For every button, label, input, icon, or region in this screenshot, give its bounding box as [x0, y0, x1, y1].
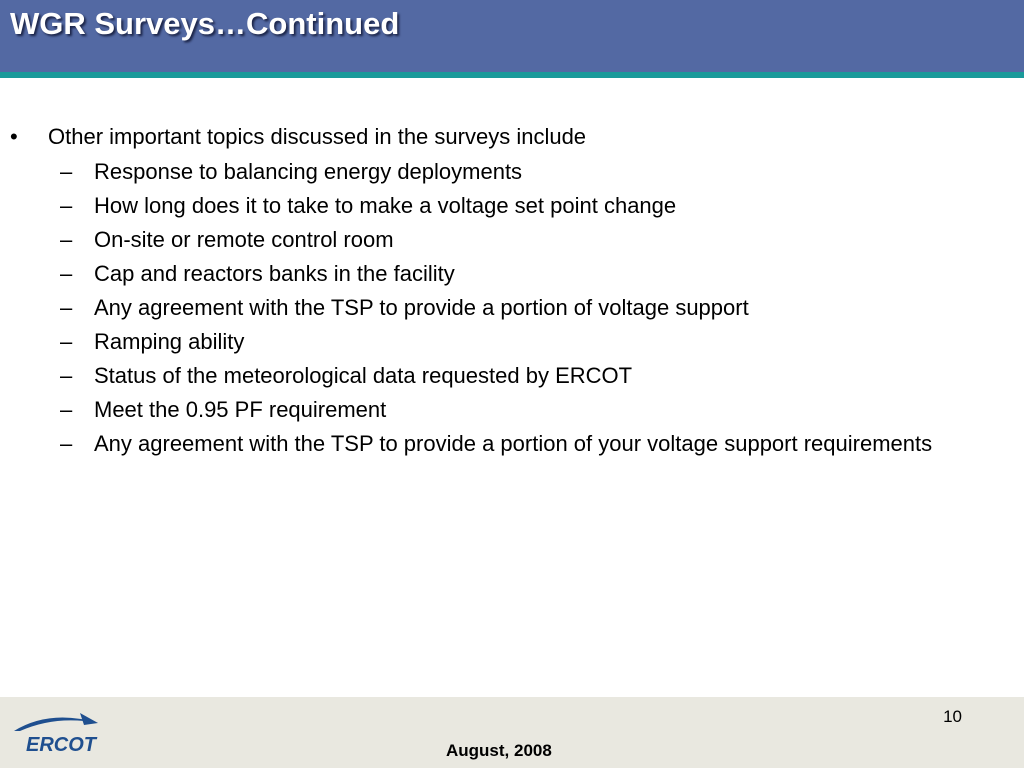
sub-bullet-item	[0, 226, 934, 254]
main-bullet	[0, 124, 1000, 152]
sub-bullet-text: On-site or remote control room	[94, 227, 394, 252]
main-bullet-text: Other important topics discussed in the surveys include	[48, 124, 587, 149]
sub-bullet-list	[0, 158, 1024, 464]
page-number: 10	[943, 707, 962, 726]
sub-bullet-text: Cap and reactors banks in the facility	[94, 261, 455, 286]
title-underline	[0, 72, 1024, 78]
dash-icon: –	[60, 193, 73, 218]
bullet-dot-icon: •	[10, 124, 18, 149]
sub-bullet-text: Response to balancing energy deployments	[94, 159, 523, 184]
footer-date: August, 2008	[446, 741, 552, 760]
sub-bullet-item	[0, 430, 934, 458]
sub-bullet-text: Status of the meteorological data requested by ERCOT	[94, 363, 633, 388]
sub-bullet-text: Ramping ability	[94, 329, 245, 354]
sub-bullet-item	[0, 260, 934, 288]
slide-footer	[0, 697, 1024, 768]
sub-bullet-item	[0, 158, 934, 186]
dash-icon: –	[60, 329, 73, 354]
dash-icon: –	[60, 227, 73, 252]
sub-bullet-text: Meet the 0.95 PF requirement	[94, 397, 387, 422]
sub-bullet-item	[0, 396, 934, 424]
dash-icon: –	[60, 261, 73, 286]
dash-icon: –	[60, 295, 73, 320]
dash-icon: –	[60, 431, 73, 456]
logo-wordmark: ERCOT	[26, 734, 96, 756]
sub-bullet-item	[0, 294, 934, 322]
title-bar	[0, 0, 1024, 72]
ercot-logo-icon	[10, 707, 102, 757]
dash-icon: –	[60, 159, 73, 184]
dash-icon: –	[60, 397, 73, 422]
sub-bullet-text: How long does it to take to make a voltage set point change	[94, 193, 677, 218]
sub-bullet-item	[0, 328, 934, 356]
sub-bullet-item	[0, 362, 934, 390]
sub-bullet-text: Any agreement with the TSP to provide a portion of voltage support	[94, 295, 749, 320]
slide-title: WGR Surveys…Continued	[10, 6, 400, 41]
dash-icon: –	[60, 363, 73, 388]
sub-bullet-item	[0, 192, 934, 220]
sub-bullet-text: Any agreement with the TSP to provide a portion of your voltage support requirements	[94, 431, 933, 456]
